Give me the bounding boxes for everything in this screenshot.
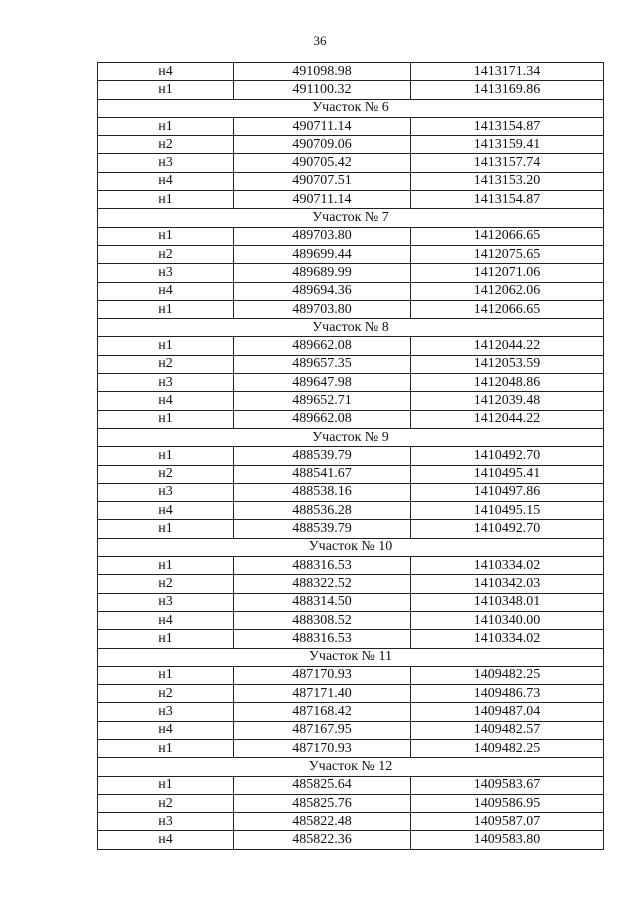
x-coordinate-cell: 489694.36	[234, 282, 411, 300]
section-header-row	[98, 319, 604, 337]
x-coordinate-cell: 491100.32	[234, 81, 411, 99]
point-cell: н4	[98, 172, 234, 190]
x-coordinate-cell: 488316.53	[234, 557, 411, 575]
table-row	[98, 300, 604, 318]
x-coordinate-cell: 489703.80	[234, 227, 411, 245]
point-cell: н3	[98, 483, 234, 501]
section-title: Участок № 11	[98, 648, 604, 666]
x-coordinate-cell: 485822.48	[234, 813, 411, 831]
table-row	[98, 227, 604, 245]
x-coordinate-cell: 490711.14	[234, 117, 411, 135]
x-coordinate-cell: 489647.98	[234, 374, 411, 392]
table-row	[98, 776, 604, 794]
point-cell: н1	[98, 447, 234, 465]
x-coordinate-cell: 488539.79	[234, 520, 411, 538]
y-coordinate-cell: 1413159.41	[411, 136, 604, 154]
table-row	[98, 117, 604, 135]
table-row	[98, 557, 604, 575]
x-coordinate-cell: 485825.76	[234, 794, 411, 812]
table-row	[98, 81, 604, 99]
table-row	[98, 794, 604, 812]
point-cell: н1	[98, 410, 234, 428]
y-coordinate-cell: 1410340.00	[411, 611, 604, 629]
section-header-row	[98, 758, 604, 776]
section-header-row	[98, 648, 604, 666]
section-title: Участок № 7	[98, 209, 604, 227]
point-cell: н2	[98, 136, 234, 154]
y-coordinate-cell: 1409583.80	[411, 831, 604, 849]
x-coordinate-cell: 487170.93	[234, 666, 411, 684]
point-cell: н4	[98, 611, 234, 629]
table-row	[98, 392, 604, 410]
x-coordinate-cell: 485822.36	[234, 831, 411, 849]
x-coordinate-cell: 488541.67	[234, 465, 411, 483]
table-row	[98, 154, 604, 172]
table-row	[98, 666, 604, 684]
y-coordinate-cell: 1412066.65	[411, 227, 604, 245]
y-coordinate-cell: 1409486.73	[411, 685, 604, 703]
point-cell: н1	[98, 666, 234, 684]
point-cell: н2	[98, 465, 234, 483]
section-header-row	[98, 209, 604, 227]
table-row	[98, 575, 604, 593]
table-row	[98, 136, 604, 154]
point-cell: н1	[98, 191, 234, 209]
point-cell: н4	[98, 282, 234, 300]
point-cell: н1	[98, 557, 234, 575]
section-header-row	[98, 99, 604, 117]
y-coordinate-cell: 1412044.22	[411, 410, 604, 428]
table-row	[98, 447, 604, 465]
table-row	[98, 63, 604, 81]
x-coordinate-cell: 489652.71	[234, 392, 411, 410]
y-coordinate-cell: 1410492.70	[411, 447, 604, 465]
y-coordinate-cell: 1413154.87	[411, 191, 604, 209]
section-title: Участок № 9	[98, 428, 604, 446]
x-coordinate-cell: 488316.53	[234, 630, 411, 648]
point-cell: н3	[98, 703, 234, 721]
page-number: 36	[313, 33, 327, 48]
x-coordinate-cell: 487171.40	[234, 685, 411, 703]
point-cell: н2	[98, 355, 234, 373]
point-cell: н1	[98, 337, 234, 355]
point-cell: н4	[98, 831, 234, 849]
x-coordinate-cell: 490707.51	[234, 172, 411, 190]
point-cell: н2	[98, 794, 234, 812]
y-coordinate-cell: 1410334.02	[411, 557, 604, 575]
y-coordinate-cell: 1413153.20	[411, 172, 604, 190]
y-coordinate-cell: 1413154.87	[411, 117, 604, 135]
point-cell: н2	[98, 245, 234, 263]
y-coordinate-cell: 1412071.06	[411, 264, 604, 282]
point-cell: н1	[98, 776, 234, 794]
y-coordinate-cell: 1409586.95	[411, 794, 604, 812]
x-coordinate-cell: 487167.95	[234, 721, 411, 739]
table-row	[98, 593, 604, 611]
x-coordinate-cell: 489657.35	[234, 355, 411, 373]
y-coordinate-cell: 1412048.86	[411, 374, 604, 392]
point-cell: н1	[98, 300, 234, 318]
point-cell: н4	[98, 63, 234, 81]
point-cell: н3	[98, 264, 234, 282]
table-row	[98, 685, 604, 703]
y-coordinate-cell: 1410497.86	[411, 483, 604, 501]
x-coordinate-cell: 488308.52	[234, 611, 411, 629]
point-cell: н1	[98, 520, 234, 538]
table-row	[98, 191, 604, 209]
x-coordinate-cell: 490705.42	[234, 154, 411, 172]
x-coordinate-cell: 488322.52	[234, 575, 411, 593]
x-coordinate-cell: 489689.99	[234, 264, 411, 282]
section-title: Участок № 12	[98, 758, 604, 776]
table-row	[98, 410, 604, 428]
y-coordinate-cell: 1409587.07	[411, 813, 604, 831]
y-coordinate-cell: 1409482.25	[411, 666, 604, 684]
point-cell: н3	[98, 154, 234, 172]
section-title: Участок № 6	[98, 99, 604, 117]
point-cell: н1	[98, 81, 234, 99]
y-coordinate-cell: 1409482.25	[411, 739, 604, 757]
table-row	[98, 611, 604, 629]
y-coordinate-cell: 1409583.67	[411, 776, 604, 794]
point-cell: н2	[98, 685, 234, 703]
y-coordinate-cell: 1412053.59	[411, 355, 604, 373]
x-coordinate-cell: 488539.79	[234, 447, 411, 465]
table-row	[98, 520, 604, 538]
table-row	[98, 264, 604, 282]
table-row	[98, 831, 604, 849]
table-row	[98, 739, 604, 757]
y-coordinate-cell: 1412044.22	[411, 337, 604, 355]
x-coordinate-cell: 489703.80	[234, 300, 411, 318]
table-row	[98, 282, 604, 300]
x-coordinate-cell: 489662.08	[234, 337, 411, 355]
x-coordinate-cell: 489699.44	[234, 245, 411, 263]
y-coordinate-cell: 1410342.03	[411, 575, 604, 593]
x-coordinate-cell: 488314.50	[234, 593, 411, 611]
y-coordinate-cell: 1413171.34	[411, 63, 604, 81]
table-row	[98, 813, 604, 831]
y-coordinate-cell: 1412039.48	[411, 392, 604, 410]
y-coordinate-cell: 1413157.74	[411, 154, 604, 172]
coordinates-table	[97, 62, 604, 850]
section-header-row	[98, 538, 604, 556]
table-row	[98, 245, 604, 263]
point-cell: н3	[98, 593, 234, 611]
section-header-row	[98, 428, 604, 446]
table-row	[98, 502, 604, 520]
y-coordinate-cell: 1409487.04	[411, 703, 604, 721]
point-cell: н3	[98, 374, 234, 392]
x-coordinate-cell: 485825.64	[234, 776, 411, 794]
table-row	[98, 172, 604, 190]
table-row	[98, 374, 604, 392]
table-row	[98, 630, 604, 648]
point-cell: н2	[98, 575, 234, 593]
y-coordinate-cell: 1412066.65	[411, 300, 604, 318]
y-coordinate-cell: 1410348.01	[411, 593, 604, 611]
y-coordinate-cell: 1410492.70	[411, 520, 604, 538]
table-row	[98, 703, 604, 721]
point-cell: н4	[98, 392, 234, 410]
section-title: Участок № 8	[98, 319, 604, 337]
coordinates-table-body	[98, 63, 604, 850]
table-row	[98, 337, 604, 355]
table-row	[98, 483, 604, 501]
section-title: Участок № 10	[98, 538, 604, 556]
table-row	[98, 465, 604, 483]
x-coordinate-cell: 489662.08	[234, 410, 411, 428]
point-cell: н4	[98, 721, 234, 739]
point-cell: н1	[98, 227, 234, 245]
x-coordinate-cell: 490711.14	[234, 191, 411, 209]
y-coordinate-cell: 1413169.86	[411, 81, 604, 99]
y-coordinate-cell: 1412062.06	[411, 282, 604, 300]
x-coordinate-cell: 490709.06	[234, 136, 411, 154]
y-coordinate-cell: 1410495.41	[411, 465, 604, 483]
x-coordinate-cell: 488536.28	[234, 502, 411, 520]
y-coordinate-cell: 1412075.65	[411, 245, 604, 263]
point-cell: н1	[98, 739, 234, 757]
x-coordinate-cell: 491098.98	[234, 63, 411, 81]
point-cell: н3	[98, 813, 234, 831]
y-coordinate-cell: 1410495.15	[411, 502, 604, 520]
table-row	[98, 355, 604, 373]
x-coordinate-cell: 488538.16	[234, 483, 411, 501]
point-cell: н1	[98, 630, 234, 648]
x-coordinate-cell: 487168.42	[234, 703, 411, 721]
point-cell: н4	[98, 502, 234, 520]
y-coordinate-cell: 1410334.02	[411, 630, 604, 648]
table-row	[98, 721, 604, 739]
x-coordinate-cell: 487170.93	[234, 739, 411, 757]
point-cell: н1	[98, 117, 234, 135]
y-coordinate-cell: 1409482.57	[411, 721, 604, 739]
